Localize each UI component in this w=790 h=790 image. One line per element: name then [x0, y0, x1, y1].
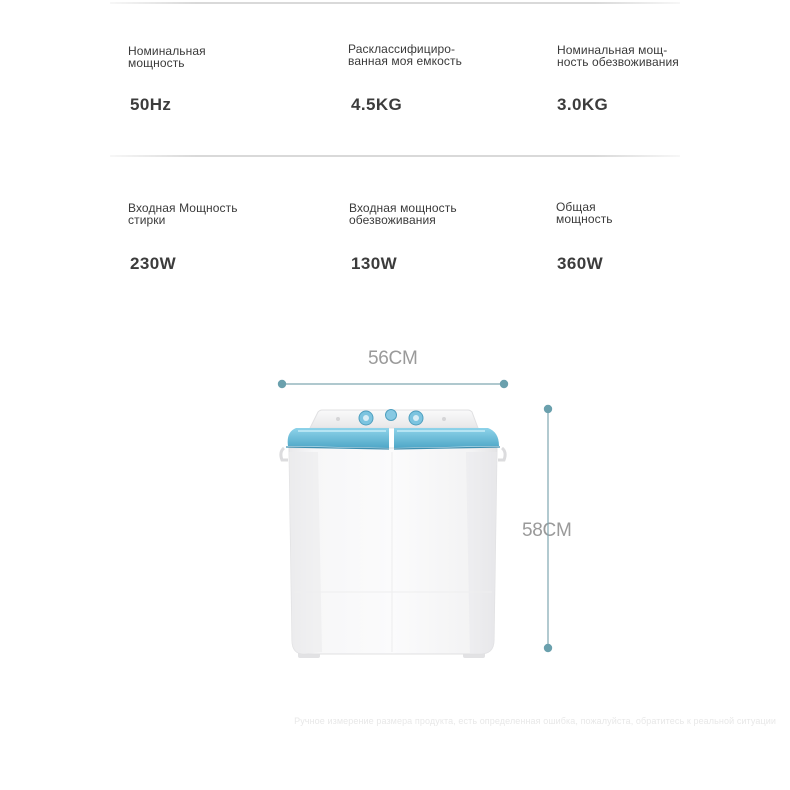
spec-value-rated-frequency: 50Hz — [130, 95, 172, 114]
width-dimension-line — [278, 380, 508, 388]
spec-label-spin-capacity: Номинальная мощ- ность обезвоживания — [557, 43, 679, 69]
spec-label-total-power: Общая мощность — [556, 200, 613, 226]
measurement-disclaimer: Ручное измерение размера продукта, есть определенная ошибка, пожалуйста, обратитесь к реальной ситуации — [294, 716, 776, 726]
washing-machine — [281, 410, 505, 659]
spec-label-rated-frequency: Номинальная мощность — [128, 44, 206, 70]
spec-label-wash-power: Входная Мощность стирки — [128, 201, 238, 227]
height-dimension-label: 58CM — [522, 520, 572, 541]
spec-value-spin-power: 130W — [351, 254, 398, 273]
height-dimension-line — [544, 405, 552, 652]
spec-value-total-power: 360W — [557, 254, 604, 273]
width-dimension-label: 56CM — [368, 348, 418, 369]
spec-value-wash-power: 230W — [130, 254, 177, 273]
spec-value-spin-capacity: 3.0KG — [557, 95, 609, 114]
spec-label-wash-capacity: Расклассифициро- ванная моя емкость — [348, 42, 462, 68]
spec-value-wash-capacity: 4.5KG — [351, 95, 403, 114]
spec-label-spin-power: Входная мощность обезвоживания — [349, 201, 457, 227]
